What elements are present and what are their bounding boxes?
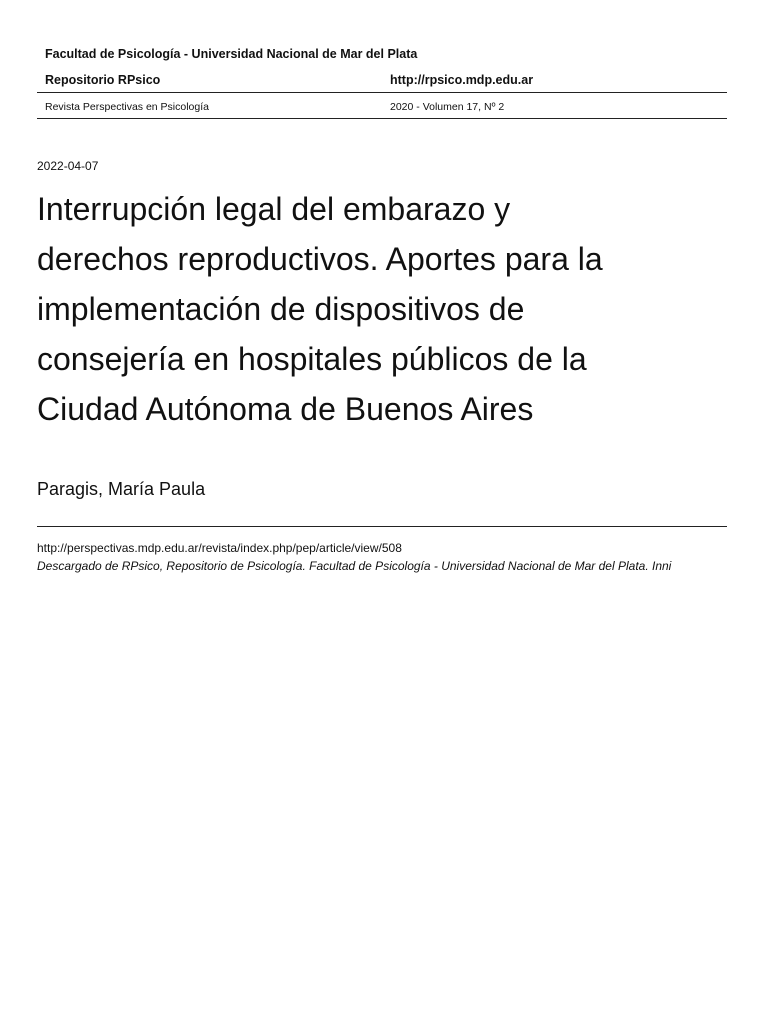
divider: [37, 526, 727, 527]
repository-header-row: [37, 70, 727, 93]
title-line: derechos reproductivos. Aportes para la: [37, 241, 603, 277]
article-url-link[interactable]: http://perspectivas.mdp.edu.ar/revista/index.php/pep/article/view/508: [37, 541, 402, 555]
publication-date: 2022-04-07: [37, 159, 99, 173]
title-line: Interrupción legal del embarazo y: [37, 191, 511, 227]
journal-header-row: [37, 96, 727, 119]
journal-name: Revista Perspectivas en Psicología: [45, 101, 209, 113]
title-line: implementación de dispositivos de: [37, 291, 525, 327]
author-name: Paragis, María Paula: [37, 479, 206, 499]
title-line: Ciudad Autónoma de Buenos Aires: [37, 391, 534, 427]
document-title: [37, 184, 737, 434]
institution-name: Facultad de Psicología - Universidad Nacional de Mar del Plata: [45, 47, 418, 61]
journal-issue: 2020 - Volumen 17, Nº 2: [390, 101, 505, 113]
repository-name: Repositorio RPsico: [45, 73, 161, 87]
download-note: Descargado de RPsico, Repositorio de Psicología. Facultad de Psicología - Universidad Nacional de Mar del Plata. Inni: [37, 559, 672, 573]
title-line: consejería en hospitales públicos de la: [37, 341, 587, 377]
repository-url-link[interactable]: http://rpsico.mdp.edu.ar: [390, 73, 534, 87]
